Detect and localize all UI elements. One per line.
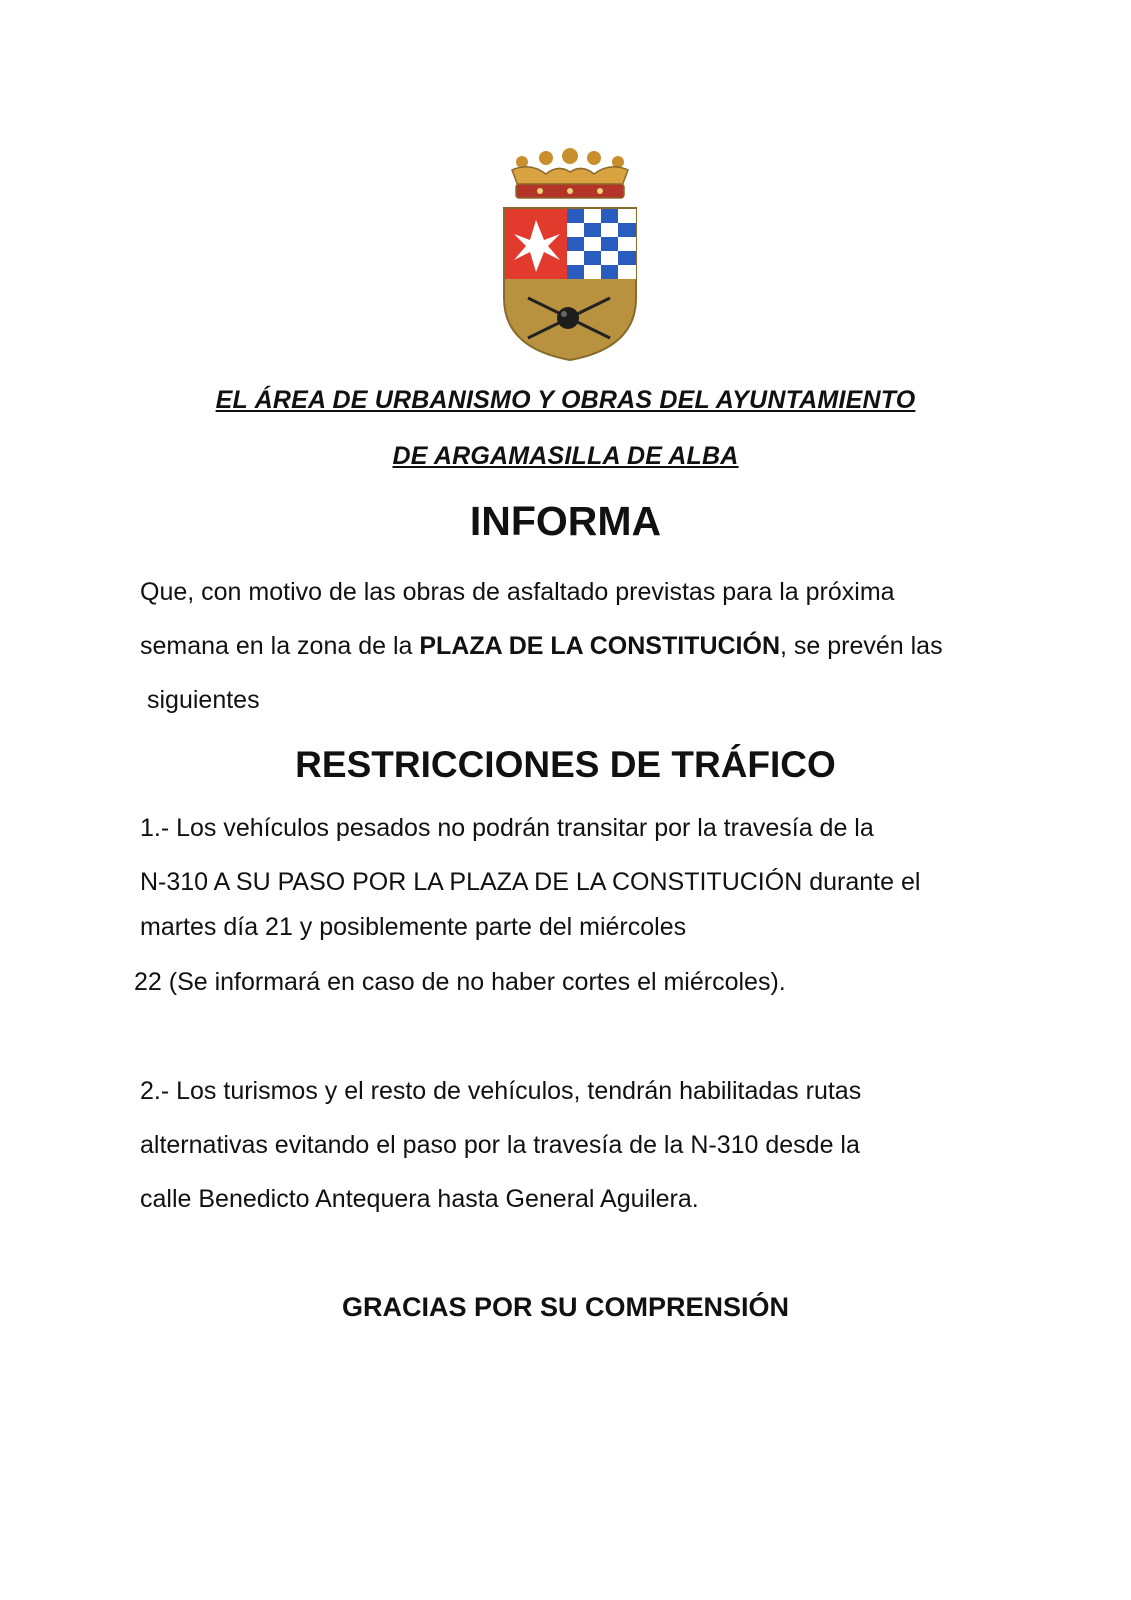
item2-line-2: alternativas evitando el paso por la travesía de la N-310 desde la xyxy=(140,1131,860,1159)
item1-line-4: 22 (Se informará en caso de no haber cortes el miércoles). xyxy=(134,968,786,996)
header-line-1: EL ÁREA DE URBANISMO Y OBRAS DEL AYUNTAMIENTO xyxy=(215,386,916,414)
shield-icon xyxy=(504,208,636,360)
item1-line-1: 1.- Los vehículos pesados no podrán transitar por la travesía de la xyxy=(140,814,874,842)
intro-line-3: siguientes xyxy=(147,686,260,714)
item2-line-3: calle Benedicto Antequera hasta General Aguilera. xyxy=(140,1185,699,1213)
closing-message: GRACIAS POR SU COMPRENSIÓN xyxy=(341,1292,790,1322)
plaza-highlight: PLAZA DE LA CONSTITUCIÓN xyxy=(419,632,780,660)
intro-line-1: Que, con motivo de las obras de asfaltado previstas para la próxima xyxy=(140,578,895,606)
item1-line-2: N-310 A SU PASO POR LA PLAZA DE LA CONSTITUCIÓN durante el xyxy=(140,868,921,896)
intro-line-2-end: , se prevén las xyxy=(780,632,943,660)
restricciones-title: RESTRICCIONES DE TRÁFICO xyxy=(295,744,836,785)
header-line-2: DE ARGAMASILLA DE ALBA xyxy=(392,442,739,470)
informa-title: INFORMA xyxy=(469,498,662,544)
crown-icon xyxy=(512,148,628,198)
intro-line-2 xyxy=(140,632,1000,661)
item1-line-3: martes día 21 y posiblemente parte del miércoles xyxy=(140,913,687,941)
intro-line-2-start: semana en la zona de la xyxy=(140,632,420,660)
coat-of-arms-icon xyxy=(500,148,640,363)
item2-line-1: 2.- Los turismos y el resto de vehículos, tendrán habilitadas rutas xyxy=(140,1077,862,1105)
